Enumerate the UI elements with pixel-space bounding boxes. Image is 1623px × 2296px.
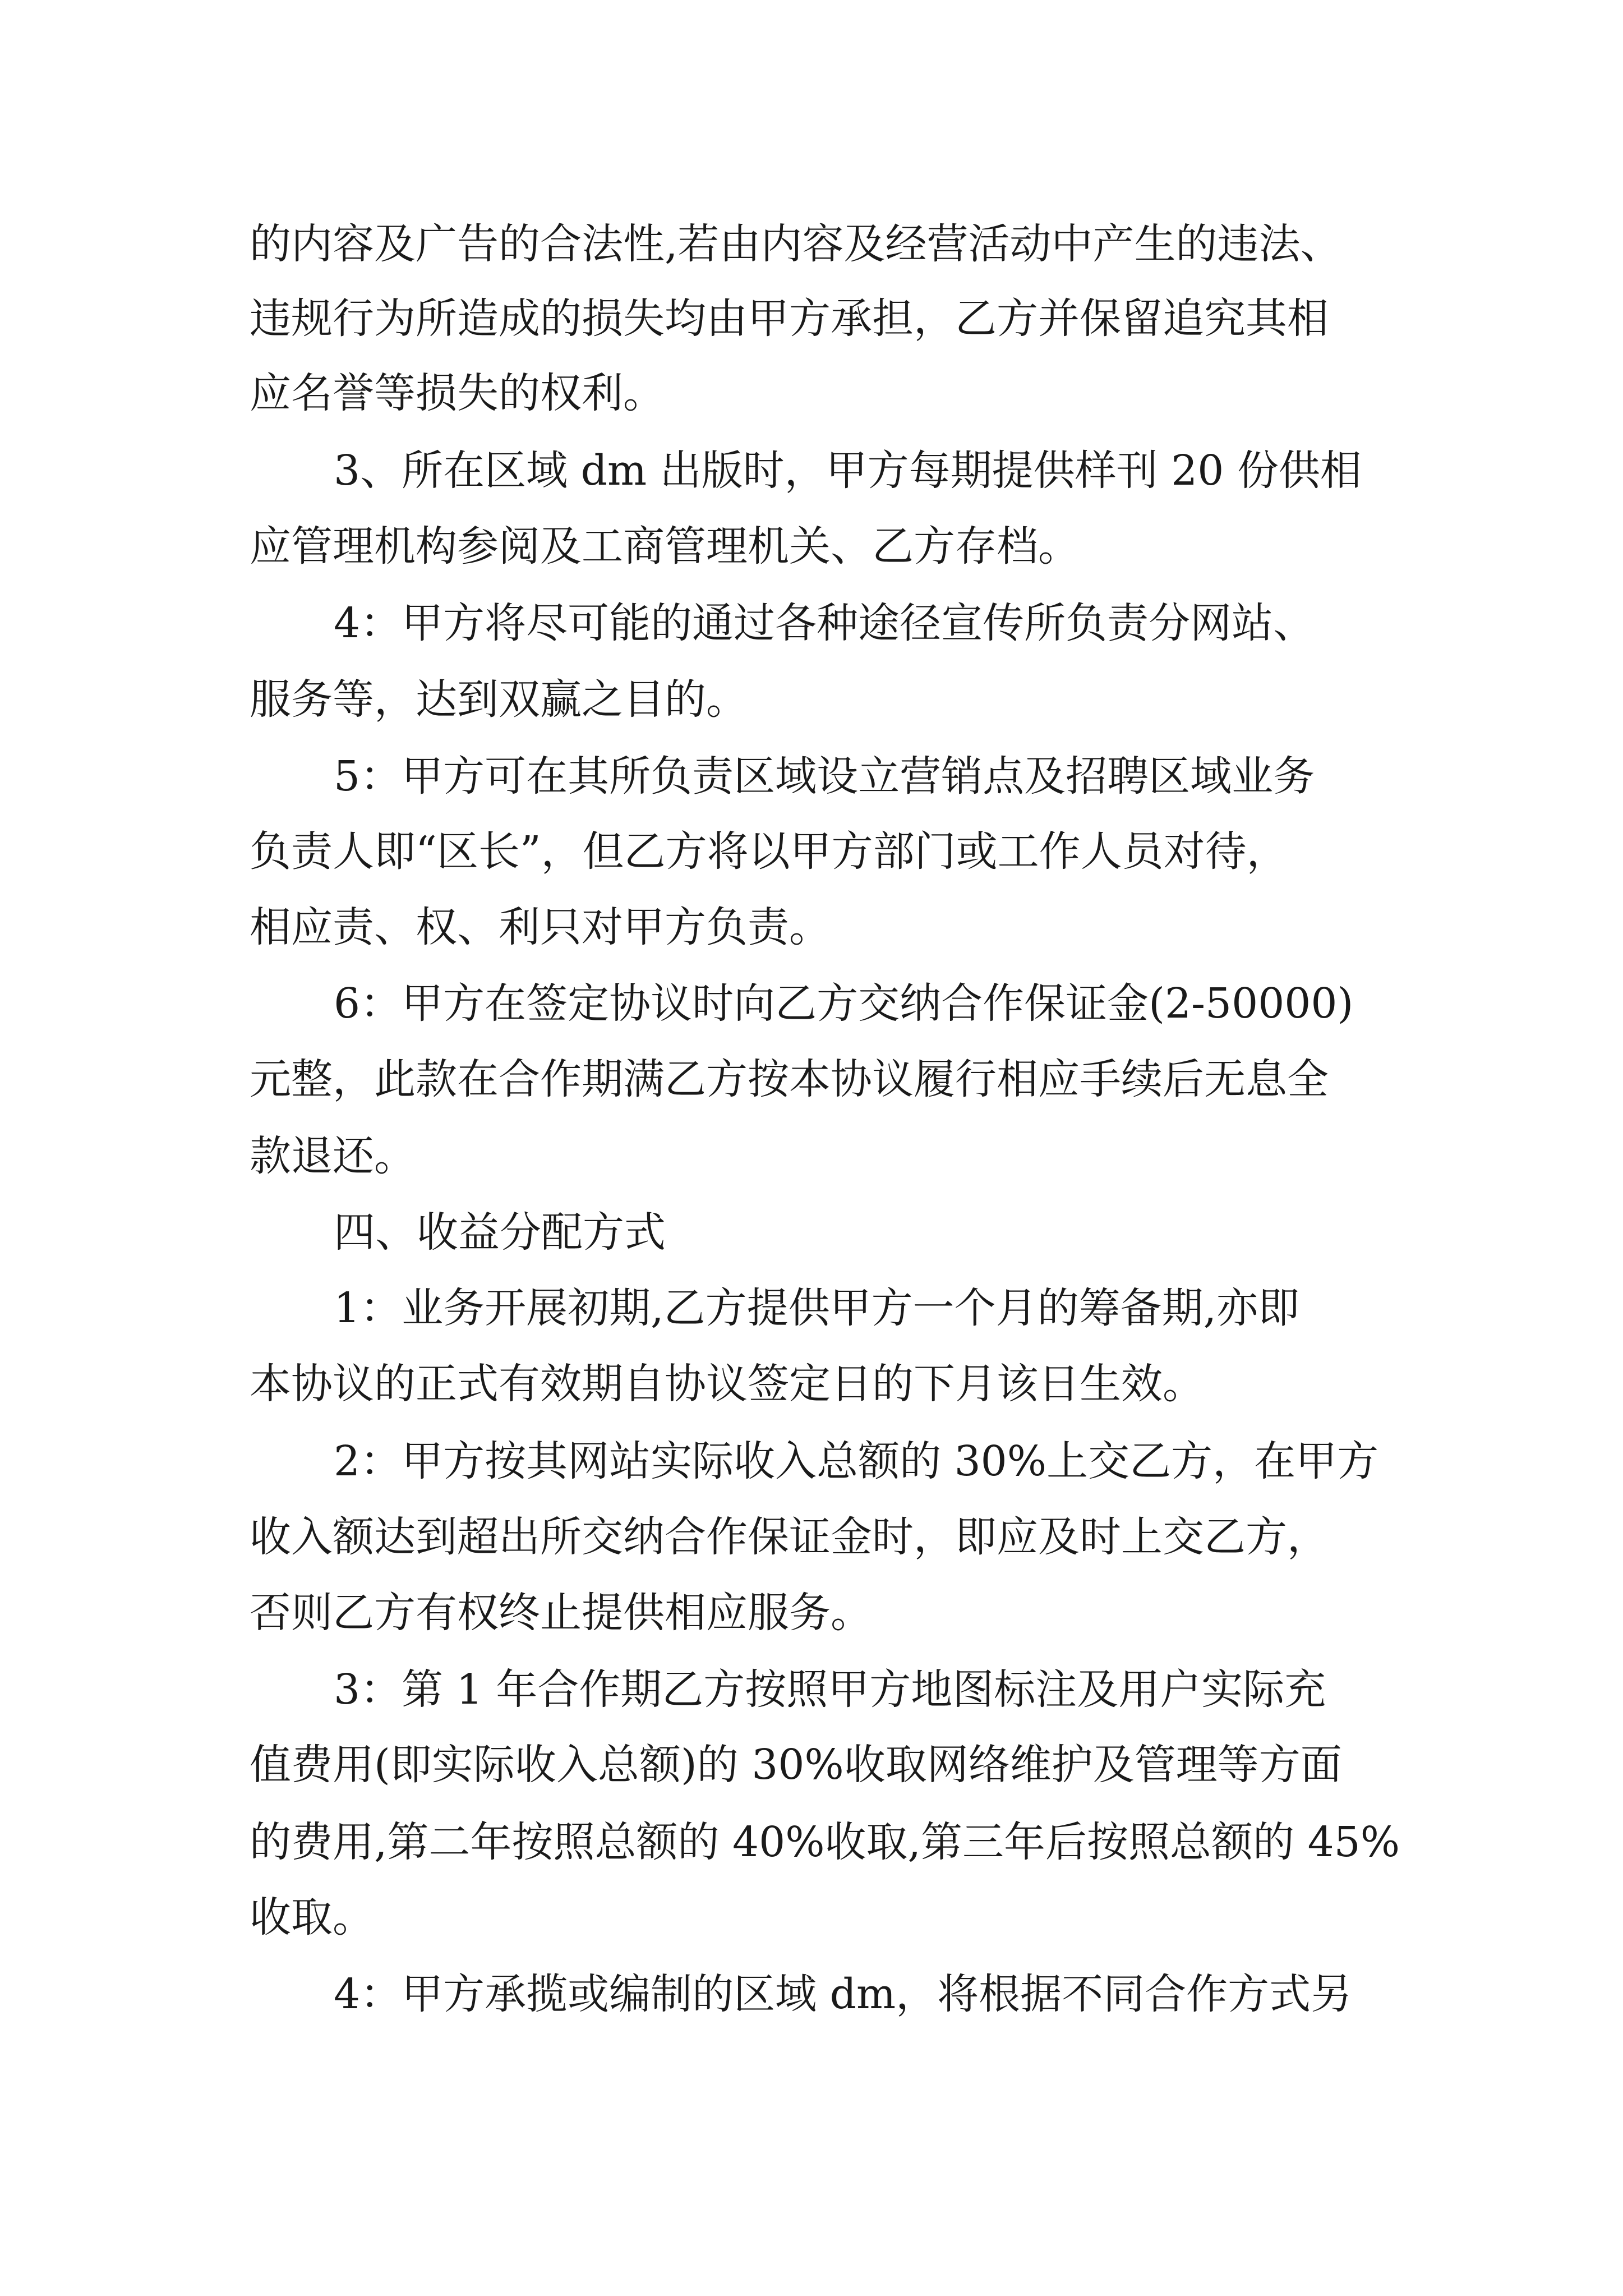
text-line: 4：甲方承揽或编制的区域 dm，将根据不同合作方式另 (334, 1970, 1353, 2018)
text-line: 服务等，达到双赢之目的。 (250, 675, 748, 724)
text-line: 收入额达到超出所交纳合作保证金时，即应及时上交乙方， (250, 1513, 1329, 1561)
text-line: 违规行为所造成的损失均由甲方承担，乙方并保留追究其相 (250, 295, 1329, 343)
text-line: 收取。 (250, 1893, 374, 1941)
text-line: 应管理机构参阅及工商管理机关、乙方存档。 (250, 522, 1080, 570)
section-heading: 四、收益分配方式 (334, 1208, 666, 1257)
text-line: 值费用(即实际收入总额)的 30%收取网络维护及管理等方面 (250, 1741, 1342, 1789)
text-line: 的内容及广告的合法性,若由内容及经营活动中产生的违法、 (250, 220, 1342, 268)
text-line: 4：甲方将尽可能的通过各种途径宣传所负责分网站、 (334, 599, 1315, 647)
text-line: 1：业务开展初期,乙方提供甲方一个月的筹备期,亦即 (334, 1284, 1300, 1332)
text-line: 本协议的正式有效期自协议签定日的下月该日生效。 (250, 1360, 1204, 1408)
text-line: 款退还。 (250, 1132, 416, 1180)
text-line: 负责人即“区长”，但乙方将以甲方部门或工作人员对待， (250, 827, 1288, 876)
text-line: 6：甲方在签定协议时向乙方交纳合作保证金(2-50000) (334, 979, 1354, 1028)
text-line: 3、所在区域 dm 出版时，甲方每期提供样刊 20 份供相 (334, 447, 1362, 495)
text-line: 否则乙方有权终止提供相应服务。 (250, 1589, 872, 1637)
text-line: 5：甲方可在其所负责区域设立营销点及招聘区域业务 (334, 752, 1315, 800)
text-line: 应名誉等损失的权利。 (250, 369, 665, 417)
text-line: 的费用,第二年按照总额的 40%收取,第三年后按照总额的 45% (250, 1818, 1400, 1866)
text-line: 元整，此款在合作期满乙方按本协议履行相应手续后无息全 (250, 1055, 1329, 1103)
text-line: 相应责、权、利只对甲方负责。 (250, 903, 831, 951)
text-line: 2：甲方按其网站实际收入总额的 30%上交乙方，在甲方 (334, 1437, 1379, 1485)
text-line: 3：第 1 年合作期乙方按照甲方地图标注及用户实际充 (334, 1665, 1326, 1714)
